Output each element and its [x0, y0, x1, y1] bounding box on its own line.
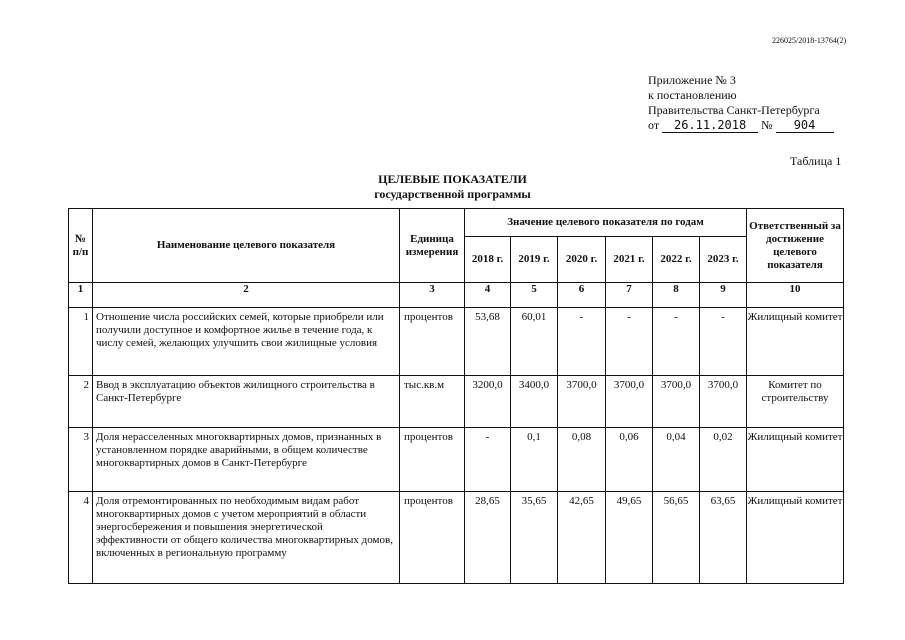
value-cell: -: [465, 428, 511, 492]
column-number: 4: [465, 283, 511, 308]
value-cell: 53,68: [465, 308, 511, 376]
value-cell: 3200,0: [465, 376, 511, 428]
value-cell: 49,65: [606, 492, 653, 584]
column-number: 5: [511, 283, 558, 308]
number-label: №: [761, 118, 773, 132]
row-index: 1: [69, 308, 93, 376]
header-unit: Единица измерения: [400, 209, 465, 283]
header-name: Наименование целевого показателя: [93, 209, 400, 283]
responsible-cell: Комитет по строительству: [747, 376, 844, 428]
document-number: 226025/2018-13764(2): [772, 36, 847, 45]
appendix-block: [648, 73, 834, 133]
value-cell: 63,65: [700, 492, 747, 584]
value-cell: -: [700, 308, 747, 376]
value-cell: 0,04: [653, 428, 700, 492]
unit-cell: тыс.кв.м: [400, 376, 465, 428]
row-index: 3: [69, 428, 93, 492]
value-cell: 0,02: [700, 428, 747, 492]
value-cell: 0,06: [606, 428, 653, 492]
appendix-line-1: Приложение № 3: [648, 73, 736, 87]
indicator-name: Ввод в эксплуатацию объектов жилищного строительства в Санкт-Петербурге: [93, 376, 400, 428]
value-cell: 28,65: [465, 492, 511, 584]
responsible-cell: Жилищный комитет: [747, 428, 844, 492]
column-number: 2: [93, 283, 400, 308]
table-row: [69, 376, 844, 428]
from-label: от: [648, 118, 660, 132]
row-index: 2: [69, 376, 93, 428]
document-title: [0, 172, 905, 202]
column-number: 8: [653, 283, 700, 308]
value-cell: 42,65: [558, 492, 606, 584]
title-line-2: государственной программы: [374, 187, 531, 201]
unit-cell: процентов: [400, 428, 465, 492]
value-cell: 3700,0: [700, 376, 747, 428]
value-cell: 35,65: [511, 492, 558, 584]
decree-number: 904: [776, 119, 834, 133]
header-idx: № п/п: [69, 209, 93, 283]
header-year: 2019 г.: [511, 237, 558, 283]
header-year: 2022 г.: [653, 237, 700, 283]
header-values-group: Значение целевого показателя по годам: [465, 209, 747, 237]
value-cell: 0,1: [511, 428, 558, 492]
appendix-date-line: [648, 118, 834, 133]
decree-date: 26.11.2018: [662, 119, 758, 133]
responsible-cell: Жилищный комитет: [747, 492, 844, 584]
indicator-name: Доля нерасселенных многоквартирных домов, признанных в установленном порядке аварийными, в общем количестве многоквартирных домов в Санкт-Петербурге: [93, 428, 400, 492]
column-number: 6: [558, 283, 606, 308]
value-cell: 3400,0: [511, 376, 558, 428]
value-cell: -: [558, 308, 606, 376]
table-row: [69, 492, 844, 584]
column-number: 7: [606, 283, 653, 308]
value-cell: 60,01: [511, 308, 558, 376]
unit-cell: процентов: [400, 308, 465, 376]
column-number: 10: [747, 283, 844, 308]
header-year: 2023 г.: [700, 237, 747, 283]
value-cell: 56,65: [653, 492, 700, 584]
value-cell: 3700,0: [606, 376, 653, 428]
column-number: 3: [400, 283, 465, 308]
header-year: 2021 г.: [606, 237, 653, 283]
title-line-1: ЦЕЛЕВЫЕ ПОКАЗАТЕЛИ: [378, 172, 527, 186]
appendix-line-3: Правительства Санкт-Петербурга: [648, 103, 820, 117]
indicator-name: Отношение числа российских семей, которые приобрели или получили доступное и комфортное жилье в течение года, к числу семей, желающих улучшить свои жилищные условия: [93, 308, 400, 376]
responsible-cell: Жилищный комитет: [747, 308, 844, 376]
table-row: [69, 308, 844, 376]
value-cell: 3700,0: [653, 376, 700, 428]
value-cell: -: [653, 308, 700, 376]
value-cell: -: [606, 308, 653, 376]
column-number: 9: [700, 283, 747, 308]
unit-cell: процентов: [400, 492, 465, 584]
value-cell: 3700,0: [558, 376, 606, 428]
header-year: 2018 г.: [465, 237, 511, 283]
value-cell: 0,08: [558, 428, 606, 492]
indicator-name: Доля отремонтированных по необходимым видам работ многоквартирных домов с учетом мероприятий в области энергосбережения и повышения энергетической эффективности от общего количества многоквартирных домов, включенных в региональную программу: [93, 492, 400, 584]
header-year: 2020 г.: [558, 237, 606, 283]
row-index: 4: [69, 492, 93, 584]
table-label: Таблица 1: [790, 154, 842, 168]
appendix-line-2: к постановлению: [648, 88, 737, 102]
indicators-table: [68, 208, 844, 584]
table-row: [69, 428, 844, 492]
column-number: 1: [69, 283, 93, 308]
header-responsible: Ответственный за достижение целевого показателя: [747, 209, 844, 283]
